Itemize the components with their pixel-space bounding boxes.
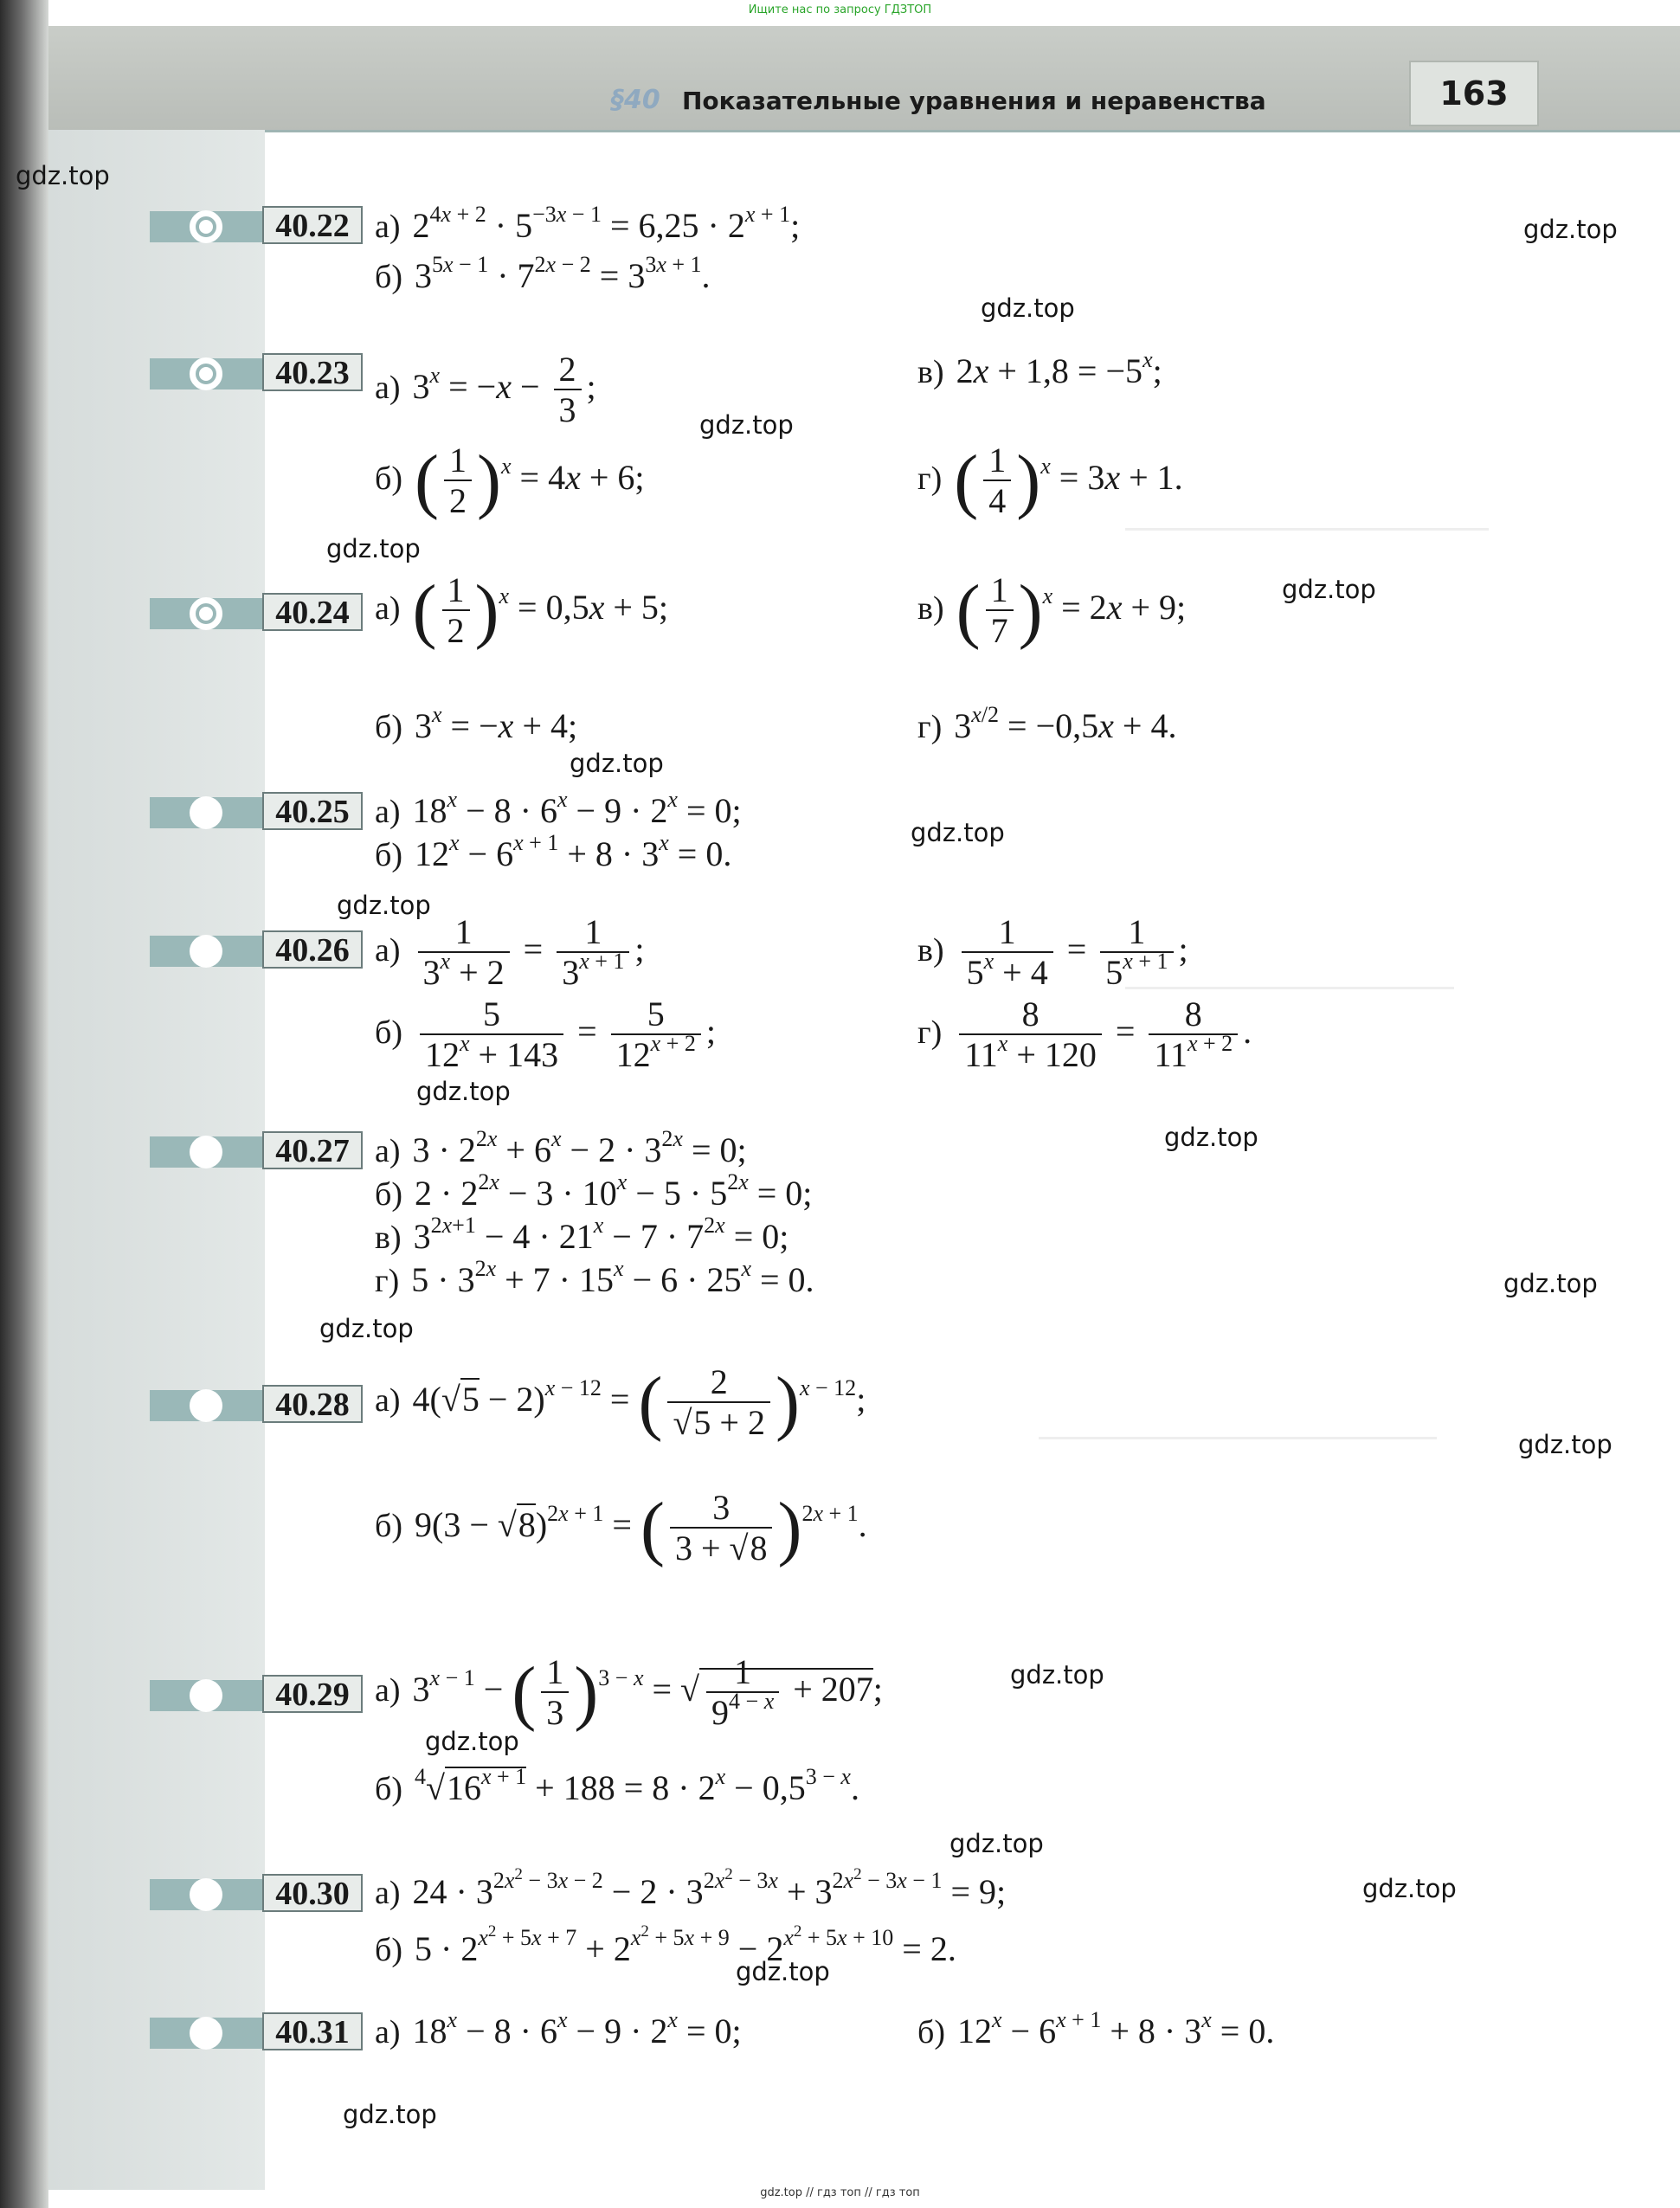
problem-number: 40.26 — [262, 930, 363, 969]
problem-number: 40.27 — [262, 1131, 363, 1169]
problem-tag — [150, 930, 363, 970]
equation: б) $3^x = -x + 4$; — [375, 702, 578, 745]
problem-tag — [150, 593, 363, 633]
equation: г) $\frac{8}{11^x + 120}$ = $\frac{8}{11^{x + 2}}$ . — [917, 995, 1252, 1074]
problem-tag — [150, 1874, 363, 1914]
problem-number: 40.25 — [262, 792, 363, 830]
watermark: gdz.top — [1164, 1123, 1258, 1152]
equation: б) $3^{5x - 1} \cdot 7^{2x - 2} = 3^{3x + 1}$. — [375, 252, 711, 295]
equation: б) $9(3 - √8)^{2x + 1}$ = ( $\frac{3}{3 + √8}$ )$^{2x + 1}$. — [375, 1488, 867, 1568]
equation: б) $2 \cdot 2^{2x} - 3 \cdot 10^x - 5 \cdot 5^{2x} = 0$; — [375, 1169, 813, 1213]
equation: а) $3^{x - 1}$ − ( $\frac{1}{3}$ )$^{3 - x}$ = √ $\frac{1}{9^{4 - x}}$ + 207; — [375, 1652, 883, 1733]
equation: б) $\frac{5}{12^x + 143}$ = $\frac{5}{12^{x + 2}}$ ; — [375, 995, 717, 1074]
equation: а) $24 \cdot 3^{2x^2 - 3x - 2} - 2 \cdot 3^{2x^2 - 3x} + 3^{2x^2 - 3x - 1} = 9$; — [375, 1865, 1007, 1911]
equation: а) $3^x = -x$ − $\frac{2}{3}$ ; — [375, 350, 596, 429]
problem-tag — [150, 2012, 363, 2052]
difficulty-circle-icon — [190, 935, 222, 968]
difficulty-circle-icon — [190, 796, 222, 829]
equation: б) $^4√16^{x + 1} + 188 = 8 \cdot 2^x - 0,5^{3 - x}$. — [375, 1764, 859, 1807]
problem-tag — [150, 792, 363, 832]
book-spine — [0, 0, 48, 2208]
page-number: 163 — [1409, 61, 1539, 126]
equation: б) $12^x - 6^{x + 1} + 8 \cdot 3^x = 0$. — [917, 2007, 1275, 2050]
difficulty-circle-icon — [190, 357, 222, 390]
difficulty-circle-icon — [190, 1389, 222, 1422]
equation: г) ( $\frac{1}{4}$ )$^x$ = 3x + 1. — [917, 441, 1183, 521]
problem-tag — [150, 1131, 363, 1171]
equation: в) $\frac{1}{5^x + 4}$ = $\frac{1}{5^{x + 1}}$ ; — [917, 912, 1188, 992]
watermark: gdz.top — [1010, 1660, 1104, 1690]
problem-number: 40.29 — [262, 1675, 363, 1713]
problem-tag — [150, 353, 363, 393]
equation: г) $5 \cdot 3^{2x} + 7 \cdot 15^x - 6 \cdot 25^x = 0$. — [375, 1256, 814, 1299]
problem-tag — [150, 206, 363, 246]
equation: г) $3^{x/2} = -0,5x + 4$. — [917, 702, 1177, 745]
difficulty-circle-icon — [190, 210, 222, 243]
watermark: gdz.top — [949, 1829, 1044, 1858]
difficulty-circle-icon — [190, 1679, 222, 1712]
equation: в) $2x + 1,8 = -5^x$; — [917, 347, 1162, 390]
watermark: gdz.top — [326, 534, 421, 563]
watermark: gdz.top — [337, 891, 431, 920]
difficulty-circle-icon — [190, 597, 222, 630]
bleed-through-line — [1125, 528, 1489, 531]
watermark: gdz.top — [1282, 575, 1376, 604]
equation: а) $2^{4x + 2} \cdot 5^{-3x - 1} = 6,25 \cdot 2^{x + 1}$; — [375, 202, 801, 245]
equation: б) ( $\frac{1}{2}$ )$^x$ = 4x + 6; — [375, 441, 645, 521]
equation: а) $18^x - 8 \cdot 6^x - 9 \cdot 2^x = 0$; — [375, 2007, 742, 2050]
watermark: gdz.top — [1523, 215, 1618, 244]
watermark: gdz.top — [425, 1727, 519, 1756]
equation: б) $12^x - 6^{x + 1} + 8 \cdot 3^x = 0$. — [375, 830, 732, 873]
watermark: gdz.top — [1362, 1874, 1457, 1903]
problem-tag — [150, 1675, 363, 1715]
watermark: gdz.top — [16, 161, 110, 190]
difficulty-circle-icon — [190, 2017, 222, 2050]
problem-tag — [150, 1385, 363, 1425]
watermark: gdz.top — [416, 1077, 511, 1106]
problem-number: 40.28 — [262, 1385, 363, 1423]
equation: в) $3^{2x+1} - 4 \cdot 21^x - 7 \cdot 7^{2x} = 0$; — [375, 1213, 789, 1256]
problem-number: 40.23 — [262, 353, 363, 391]
watermark: gdz.top — [570, 749, 664, 778]
watermark: gdz.top — [343, 2100, 437, 2129]
bleed-through-line — [1039, 1437, 1437, 1439]
footer-note: gdz.top // гдз топ // гдз топ — [760, 2186, 920, 2199]
problem-number: 40.24 — [262, 593, 363, 631]
watermark: gdz.top — [1503, 1269, 1598, 1298]
section-title: Показательные уравнения и неравенства — [682, 87, 1266, 115]
section-number: §40 — [611, 85, 660, 115]
problem-number: 40.30 — [262, 1874, 363, 1912]
problem-number: 40.22 — [262, 206, 363, 244]
watermark: gdz.top — [699, 410, 794, 440]
top-note: Ищите нас по запросу ГДЗТОП — [748, 3, 932, 16]
equation: а) $\frac{1}{3^x + 2}$ = $\frac{1}{3^{x + 1}}$ ; — [375, 912, 645, 992]
equation: а) $3 \cdot 2^{2x} + 6^x - 2 \cdot 3^{2x} = 0$; — [375, 1126, 747, 1169]
watermark: gdz.top — [981, 293, 1075, 323]
equation: а) $18^x - 8 \cdot 6^x - 9 \cdot 2^x = 0$; — [375, 787, 742, 830]
equation: б) $5 \cdot 2^{x^2 + 5x + 7} + 2^{x^2 + 5x + 9} - 2^{x^2 + 5x + 10} = 2$. — [375, 1922, 956, 1968]
equation: а) ( $\frac{1}{2}$ )$^x$ = 0,5x + 5; — [375, 570, 669, 651]
watermark: gdz.top — [319, 1314, 414, 1343]
equation: а) $4(√5 - 2)^{x - 12}$ = ( $\frac{2}{√5 + 2}$ )$^{x - 12}$; — [375, 1362, 866, 1443]
difficulty-circle-icon — [190, 1878, 222, 1911]
difficulty-circle-icon — [190, 1136, 222, 1168]
equation: в) ( $\frac{1}{7}$ )$^x$ = 2x + 9; — [917, 570, 1187, 651]
watermark: gdz.top — [736, 1957, 830, 1986]
watermark: gdz.top — [911, 818, 1005, 847]
watermark: gdz.top — [1518, 1430, 1612, 1459]
problem-number: 40.31 — [262, 2012, 363, 2050]
